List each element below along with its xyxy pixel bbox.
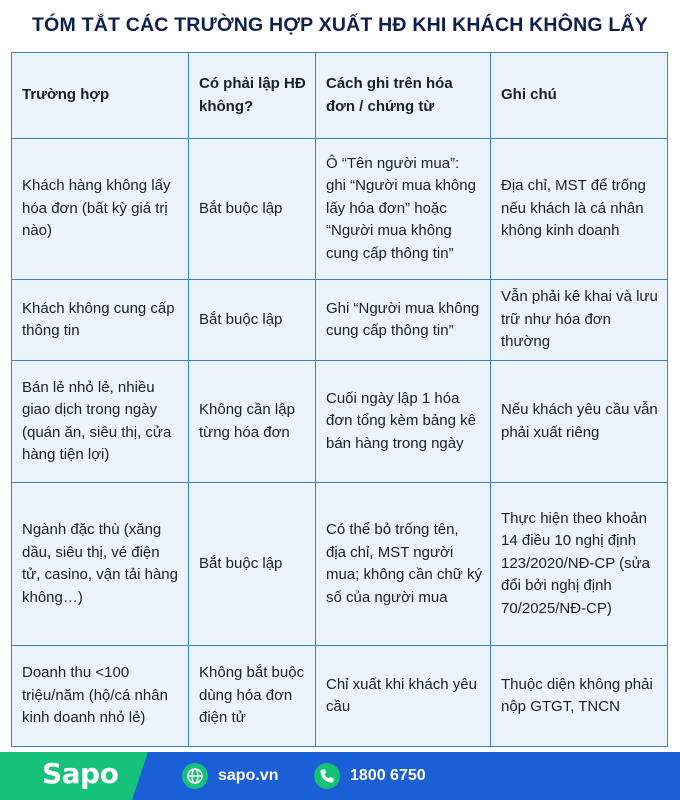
phone-icon <box>314 763 340 789</box>
summary-table <box>11 52 667 746</box>
table-cell: Ô “Tên người mua”: ghi “Người mua không lấy hóa đơn” hoặc “Người mua không cung cấp thông tin” <box>316 139 491 280</box>
table-cell: Bán lẻ nhỏ lẻ, nhiều giao dịch trong ngày (quán ăn, siêu thị, cửa hàng tiện lợi) <box>12 361 189 483</box>
table-cell: Không bắt buộc dùng hóa đơn điện tử <box>189 646 316 747</box>
website-text: sapo.vn <box>218 767 279 784</box>
table-row <box>12 646 668 747</box>
table-cell: Doanh thu <100 triệu/năm (hộ/cá nhân kinh doanh nhỏ lẻ) <box>12 646 189 747</box>
table-cell: Không cần lập từng hóa đơn <box>189 361 316 483</box>
globe-icon <box>182 763 208 789</box>
column-header-how-to-write: Cách ghi trên hóa đơn / chứng từ <box>316 53 491 139</box>
table-cell: Thực hiện theo khoản 14 điều 10 nghị định 123/2020/NĐ-CP (sửa đổi bởi nghị định 70/2025/NĐ-CP) <box>491 483 668 646</box>
table-cell: Khách hàng không lấy hóa đơn (bất kỳ giá trị nào) <box>12 139 189 280</box>
table-header-row <box>12 53 668 139</box>
table-cell: Có thể bỏ trống tên, địa chỉ, MST người mua; không cần chữ ký số của người mua <box>316 483 491 646</box>
table-cell: Ngành đặc thù (xăng dầu, siêu thị, vé điện tử, casino, vận tải hàng không…) <box>12 483 189 646</box>
phone-link[interactable] <box>314 762 426 790</box>
website-link[interactable] <box>182 762 278 790</box>
table-cell: Cuối ngày lập 1 hóa đơn tổng kèm bảng kê bán hàng trong ngày <box>316 361 491 483</box>
table-cell: Chỉ xuất khi khách yêu cầu <box>316 646 491 747</box>
page-title: TÓM TẮT CÁC TRƯỜNG HỢP XUẤT HĐ KHI KHÁCH KHÔNG LẤY <box>32 14 648 36</box>
table-cell: Khách không cung cấp thông tin <box>12 280 189 361</box>
column-header-notes: Ghi chú <box>491 53 668 139</box>
table-row <box>12 280 668 361</box>
footer-bar <box>0 752 680 800</box>
table-cell: Nếu khách yêu cầu vẫn phải xuất riêng <box>491 361 668 483</box>
table-cell: Bắt buộc lập <box>189 280 316 361</box>
table-row <box>12 139 668 280</box>
table-cell: Vẫn phải kê khai và lưu trữ như hóa đơn thường <box>491 280 668 361</box>
sapo-logo: Sapo <box>42 757 119 790</box>
table-cell: Bắt buộc lập <box>189 139 316 280</box>
phone-text: 1800 6750 <box>350 767 426 784</box>
table-cell: Ghi “Người mua không cung cấp thông tin” <box>316 280 491 361</box>
table-row <box>12 361 668 483</box>
table-cell: Thuộc diện không phải nộp GTGT, TNCN <box>491 646 668 747</box>
table-row <box>12 483 668 646</box>
column-header-required: Có phải lập HĐ không? <box>189 53 316 139</box>
column-header-case: Trường hợp <box>12 53 189 139</box>
table-cell: Địa chỉ, MST để trống nếu khách là cá nhân không kinh doanh <box>491 139 668 280</box>
table-cell: Bắt buộc lập <box>189 483 316 646</box>
